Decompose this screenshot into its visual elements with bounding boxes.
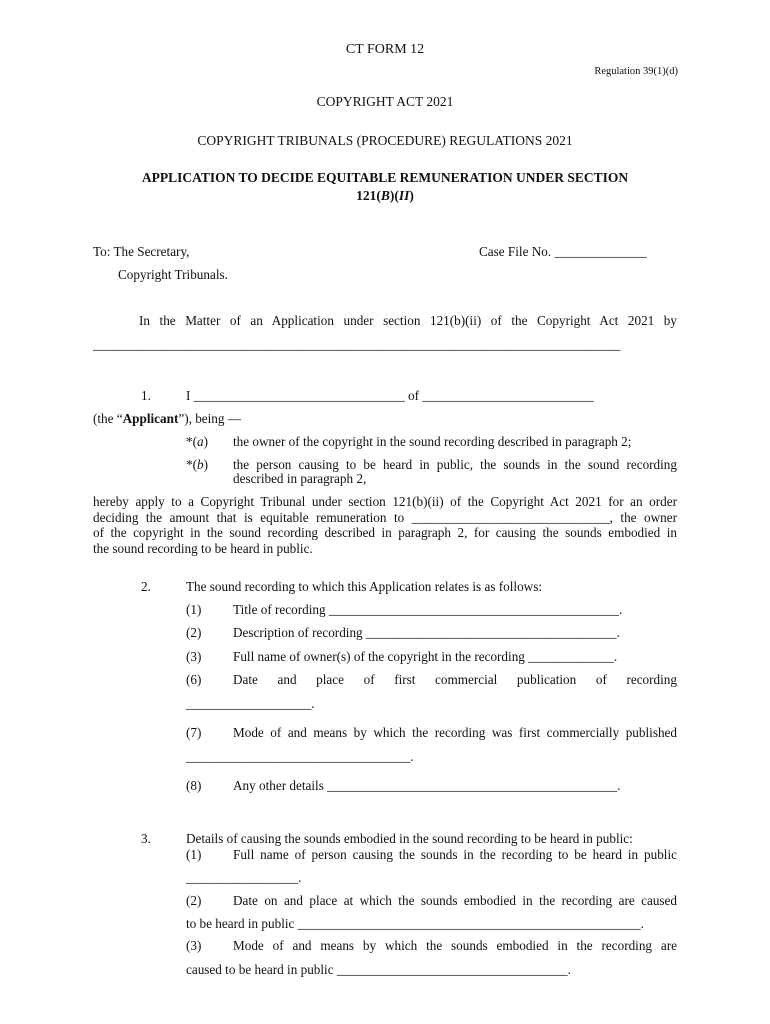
para1-number: 1. — [141, 388, 151, 403]
rec-item-2-description: Description of recording ______________________________________. — [233, 625, 620, 640]
para2-number: 2. — [141, 579, 151, 594]
public-item-2-number: (2) — [186, 893, 202, 908]
hereby-line2: deciding the amount that is equitable remuneration to ______________________________, the owner — [93, 510, 677, 525]
applicant-definition: (the “Applicant”), being — — [93, 411, 241, 426]
form-number: CT FORM 12 — [345, 42, 425, 57]
matter-blank: ________________________________________________________________________________ — [93, 337, 621, 352]
public-item-2-cont: to be heard in public ____________________________________________________. — [186, 916, 644, 931]
rec-item-3-number: (3) — [186, 649, 202, 664]
public-item-1-number: (1) — [186, 847, 202, 862]
application-title-line1: APPLICATION TO DECIDE EQUITABLE REMUNERATION UNDER SECTION — [141, 170, 629, 185]
regulations-title: COPYRIGHT TRIBUNALS (PROCEDURE) REGULATIONS 2021 — [197, 133, 573, 148]
public-item-3-mode: Mode of and means by which the sounds embodied in the recording are — [233, 938, 677, 953]
public-item-1-person: Full name of person causing the sounds in the recording to be heard in public — [233, 847, 677, 862]
rec-item-7-mode: Mode of and means by which the recording was first commercially published — [233, 725, 677, 740]
option-b-label: *(b) — [186, 457, 208, 472]
hereby-line3: of the copyright in the sound recording described in paragraph 2, for causing the sounds embodied in — [93, 525, 677, 540]
applicant-name-line: I ________________________________ of __________________________ — [186, 388, 594, 403]
rec-item-6-blank: ___________________. — [186, 696, 315, 711]
rec-item-8-number: (8) — [186, 778, 202, 793]
application-title-line2: 121(B)(II) — [356, 188, 414, 203]
hereby-line1: hereby apply to a Copyright Tribunal under section 121(b)(ii) of the Copyright Act 2021 for an order — [93, 494, 677, 509]
rec-item-8-other: Any other details ____________________________________________. — [233, 778, 621, 793]
para3-intro: Details of causing the sounds embodied in the sound recording to be heard in public: — [186, 831, 633, 846]
regulation-reference: Regulation 39(1)(d) — [594, 66, 678, 77]
option-a-text: the owner of the copyright in the sound recording described in paragraph 2; — [233, 434, 632, 449]
case-file-number: Case File No. ______________ — [479, 244, 647, 259]
addressee: To: The Secretary, — [93, 244, 190, 259]
rec-item-6-publication: Date and place of first commercial publication of recording — [233, 672, 677, 687]
public-item-1-blank: _________________. — [186, 870, 302, 885]
para2-intro: The sound recording to which this Application relates is as follows: — [186, 579, 542, 594]
rec-item-2-number: (2) — [186, 625, 202, 640]
para3-number: 3. — [141, 831, 151, 846]
rec-item-1-number: (1) — [186, 602, 202, 617]
addressee-tribunals: Copyright Tribunals. — [118, 267, 228, 282]
public-item-2-date-place: Date on and place at which the sounds embodied in the recording are caused — [233, 893, 677, 908]
rec-item-7-number: (7) — [186, 725, 202, 740]
hereby-line4: the sound recording to be heard in public. — [93, 541, 313, 556]
rec-item-7-blank: __________________________________. — [186, 749, 414, 764]
matter-line: In the Matter of an Application under section 121(b)(ii) of the Copyright Act 2021 by — [139, 313, 677, 328]
act-title: COPYRIGHT ACT 2021 — [316, 94, 454, 109]
rec-item-1-title: Title of recording ____________________________________________. — [233, 602, 623, 617]
public-item-3-cont: caused to be heard in public ___________________________________. — [186, 962, 571, 977]
option-a-label: *(a) — [186, 434, 208, 449]
public-item-3-number: (3) — [186, 938, 202, 953]
rec-item-3-owner: Full name of owner(s) of the copyright in the recording _____________. — [233, 649, 618, 664]
option-b-text-line2: described in paragraph 2, — [233, 471, 367, 486]
rec-item-6-number: (6) — [186, 672, 202, 687]
option-b-text-line1: the person causing to be heard in public, the sounds in the sound recording — [233, 457, 677, 472]
